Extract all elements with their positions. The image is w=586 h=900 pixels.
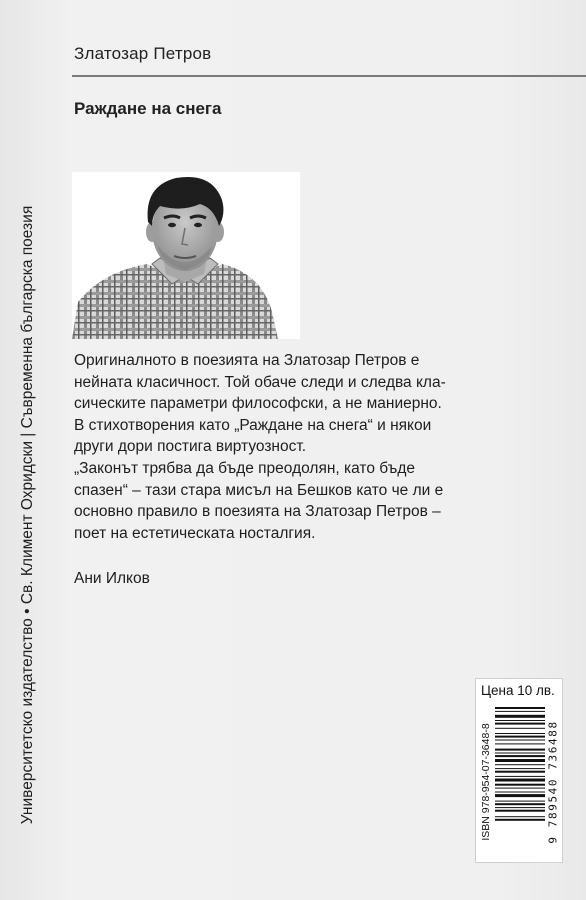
isbn-label: ISBN 978-954-07-3648-8: [480, 723, 492, 841]
blurb-line: основно правило в поезията на Златозар Петров –: [74, 503, 441, 521]
blurb-line: поет на естетическата носталгия.: [74, 524, 316, 542]
portrait-image: [72, 172, 300, 339]
author-name: Златозар Петров: [74, 44, 212, 63]
isbn-container: [478, 705, 494, 859]
spine-label: Университетско издателство • Св. Климент Охридски | Съвременна българска поезия: [19, 205, 36, 825]
barcode-icon: [495, 705, 545, 859]
blurb-line: Оригиналното в поезията на Златозар Петров е: [74, 352, 420, 369]
blurb-line: други дори постига виртуозност.: [74, 438, 307, 456]
header-divider: [72, 75, 586, 77]
spine-publisher: [18, 160, 38, 870]
blurb-line: В стихотворения като „Раждане на снега“ и някои: [74, 416, 432, 434]
price-label: Цена 10 лв.: [481, 683, 555, 698]
blurb-line: сическите параметри философски, а не маниерно.: [74, 395, 442, 413]
blurb-text: [74, 350, 554, 544]
author-photo: [72, 172, 300, 339]
barcode-panel: [475, 678, 563, 863]
barcode-digits: 9 789540 736488: [546, 720, 560, 844]
book-title: Раждане на снега: [74, 99, 222, 118]
barcode-digits-container: [546, 705, 560, 859]
blurb-line: нейната класичност. Той обаче следи и следва кла-: [74, 373, 446, 391]
blurb-signature: Ани Илков: [74, 570, 150, 587]
blurb-line: спазен“ – тази стара мисъл на Бешков като че ли е: [74, 481, 444, 499]
blurb-line: „Законът трябва да бъде преодолян, като бъде: [74, 459, 415, 477]
